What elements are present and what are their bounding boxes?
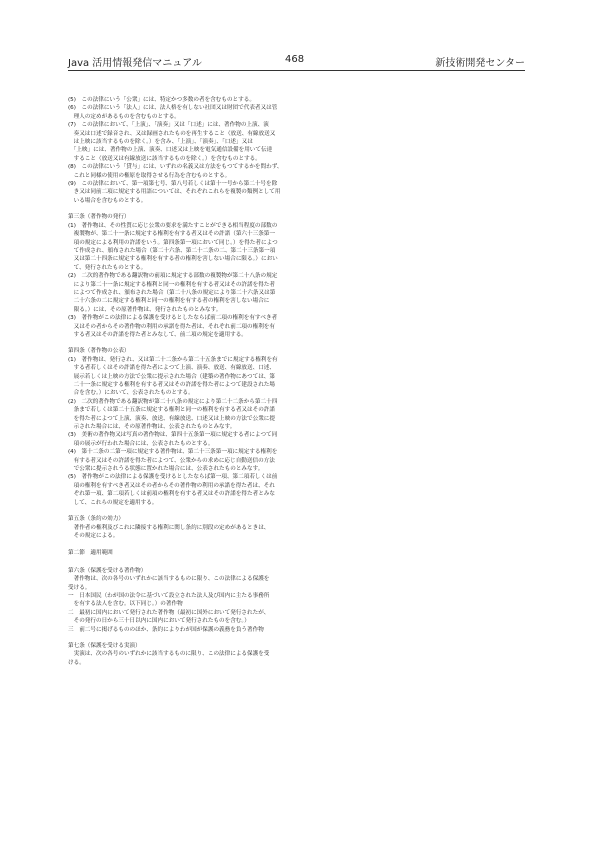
text-line: 又は第二十四条に規定する権利を有する者の権利を害しない場合に限る。）におい <box>68 256 278 263</box>
article-heading: 第四条（著作物の公表） <box>68 348 130 355</box>
text-line: を得た者によつて上演、演奏、放送、有線放送、口述又は上映の方法で公衆に提 <box>68 415 275 422</box>
text-line: により第二十一条に規定する権利と同一の権利を有する者又はその許諾を得た者 <box>68 281 275 288</box>
article-3 <box>68 213 529 339</box>
text-line: 一 日本国民（わが国の法令に基づいて設立された法人及び国内に主たる事務所 <box>68 592 270 599</box>
text-line: 二十一条に規定する権利を有する者又はその許諾を得た者によつて建設された場 <box>68 382 275 388</box>
article-heading: 第五条（条約の効力） <box>68 516 124 523</box>
document-body <box>68 96 529 667</box>
text-line: 示された場合には、その原著作物は、公表されたものとみなす。 <box>68 424 236 431</box>
text-line: 著作者の権利及びこれに隣接する権利に関し条約に別段の定めがあるときは、 <box>68 524 270 531</box>
text-line: 項の権利を有すべき者又はその者からその著作物の利用の承諾を得た者は、それ <box>68 482 275 489</box>
text-line: 条まで若しくは第二十五条に規定する権利と同一の権利を有する者又はその許諾 <box>68 407 275 414</box>
text-line: する者若しくはその許諾を得た者によつて上演、演奏、放送、有線放送、口述、 <box>68 365 275 372</box>
text-line: 理人の定めがあるものを含むものとする。 <box>68 113 180 120</box>
text-line: 合を含む。）において、公表されたものとする。 <box>68 390 194 397</box>
text-line: (6) この法律にいう「法人」には、法人格を有しない社団又は財団で代表者又は管 <box>68 105 278 112</box>
section-heading: 第二節 適用範囲 <box>68 550 113 557</box>
text-line: は上映に該当するものを除く。）を含み、「上演」、「演奏」、「口述」又は <box>68 139 253 146</box>
definitions-block <box>68 96 529 205</box>
text-line: 項の規定による利用の許諾をいう。第四条第一項において同じ。）を得た者によつ <box>68 239 278 246</box>
section-2 <box>68 549 529 557</box>
text-line: 二十六条の二に規定する権利と同一の権利を有する者の権利を害しない場合に <box>68 298 270 305</box>
header-organization: 新技術開発センター <box>435 58 525 69</box>
text-line: いる場合を含むものとする。 <box>68 197 147 204</box>
text-line: して、これらの規定を適用する。 <box>68 499 158 506</box>
article-heading: 第六条（保護を受ける著作物） <box>68 567 147 574</box>
text-line: 限る。）には、その原著作物は、発行されたものとみなす。 <box>68 306 222 313</box>
text-line: (5) この法律にいう「公衆」には、特定かつ多数の者を含むものとする。 <box>68 97 255 103</box>
page-number: 468 <box>285 54 305 65</box>
text-line: (2) 二次的著作物である翻訳物が第二十八条の規定により第二十二条から第二十四 <box>68 398 278 405</box>
text-line: する者又はその許諾を得た者とみなして、前二項の規定を適用する。 <box>68 331 247 338</box>
text-line: すること（放送又は有線放送に該当するものを除く。）を含むものとする。 <box>68 155 261 162</box>
text-line: 奏又は口述で録音され、又は録画されたものを再生すること（放送、有線放送又 <box>68 130 276 137</box>
text-line: 二 最初に国内において発行された著作物（最初に国外において発行されたが、 <box>68 609 270 616</box>
text-line: ぞれ第一項、第二項若しくは前項の権利を有する者又はその許諾を得た者とみな <box>68 491 275 498</box>
text-line: その発行の日から三十日以内に国内において発行されたものを含む。） <box>68 618 250 625</box>
text-line: 三 前二号に掲げるもののほか、条約によりわが国が保護の義務を負う著作物 <box>68 626 264 633</box>
text-line: (5) 著作物がこの法律による保護を受けるとしたならば第一項、第二項若しくは前 <box>68 474 278 481</box>
text-line: 有する者又はその許諾を得た者によつて、公衆からの求めに応じ自動送信の方法 <box>68 457 275 464</box>
text-line: (3) 著作物がこの法律による保護を受けるとしたならば前二項の権利を有すべき者 <box>68 315 278 322</box>
text-line: (8) この法律にいう「貸与」には、いずれの名義又は方法をもつてするかを問わず、 <box>68 164 283 171</box>
article-6 <box>68 567 529 634</box>
header-title: Java 活用情報発信マニュアル <box>68 58 202 69</box>
text-line: その規定による。 <box>68 532 119 539</box>
text-line: 項の展示が行われた場合には、公表されたものとする。 <box>68 440 214 447</box>
text-line: (3) 美術の著作物又は写真の著作物は、第四十五条第一項に規定する者によつて同 <box>68 432 278 439</box>
text-line: (2) 二次的著作物である翻訳物の前項に規定する部数の複製物が第二十八条の規定 <box>68 273 278 280</box>
text-line: (9) この法律において、第一項第七号、第八号若しくは第十一号から第二十号を除 <box>68 181 278 188</box>
article-heading: 第七条（保護を受ける実演） <box>68 642 141 649</box>
text-line: て作成され、頒布された場合（第二十六条、第二十二条の二、第二十三条第一項 <box>68 247 276 254</box>
text-line: て、発行されたものとする。 <box>68 264 147 271</box>
text-line: (1) 著作物は、発行され、又は第二十二条から第二十五条までに規定する権利を有 <box>68 356 278 363</box>
text-line: 「上映」には、著作物の上演、演奏、口述又は上映を電気通信設備を用いて伝達 <box>68 147 273 154</box>
text-line: 受ける。 <box>68 584 91 591</box>
page-header <box>68 54 525 70</box>
text-line: き又は同前二項に規定する用語については、それぞれこれらを複製の類例として用 <box>68 189 281 196</box>
text-line: 又はその者からその著作物の利用の承諾を得た者は、それぞれ前二項の権利を有 <box>68 323 275 330</box>
text-line: で公衆に提示されうる状態に置かれた場合には、公表されたものとみなす。 <box>68 466 264 473</box>
text-line: (1) 著作物は、その性質に応じ公衆の要求を満たすことができる相当程度の部数の <box>68 222 278 229</box>
article-5 <box>68 515 529 540</box>
article-heading: 第三条（著作物の発行） <box>68 214 130 221</box>
article-4 <box>68 347 529 507</box>
text-line: 実演は、次の各号のいずれかに該当するものに限り、この法律による保護を受 <box>68 651 270 658</box>
text-line: (7) この法律において、「上演」、「演奏」又は「口述」には、著作物の上演、演 <box>68 122 269 129</box>
text-line: (4) 第十二条の二第一項に規定する著作物は、第二十三条第一項に規定する権利を <box>68 449 278 456</box>
text-line: ける。 <box>68 659 85 666</box>
text-line: を有する法人を含む。以下同じ。）の著作物 <box>68 601 183 608</box>
text-line: 著作物は、次の各号のいずれかに該当するものに限り、この法律による保護を <box>68 576 270 583</box>
header-rule <box>68 70 525 71</box>
text-line: これと同様の使用の権原を取得させる行為を含むものとする。 <box>68 172 231 179</box>
text-line: によつて作成され、頒布された場合（第二十八条の規定により第二十六条又は第 <box>68 289 276 296</box>
article-7 <box>68 642 529 667</box>
text-line: 複製物が、第二十一条に規定する権利を有する者又はその許諾（第六十三条第一 <box>68 231 275 238</box>
text-line: 展示若しくは上映の方法で公衆に提示された場合（建築の著作物にあつては、第 <box>68 373 275 380</box>
